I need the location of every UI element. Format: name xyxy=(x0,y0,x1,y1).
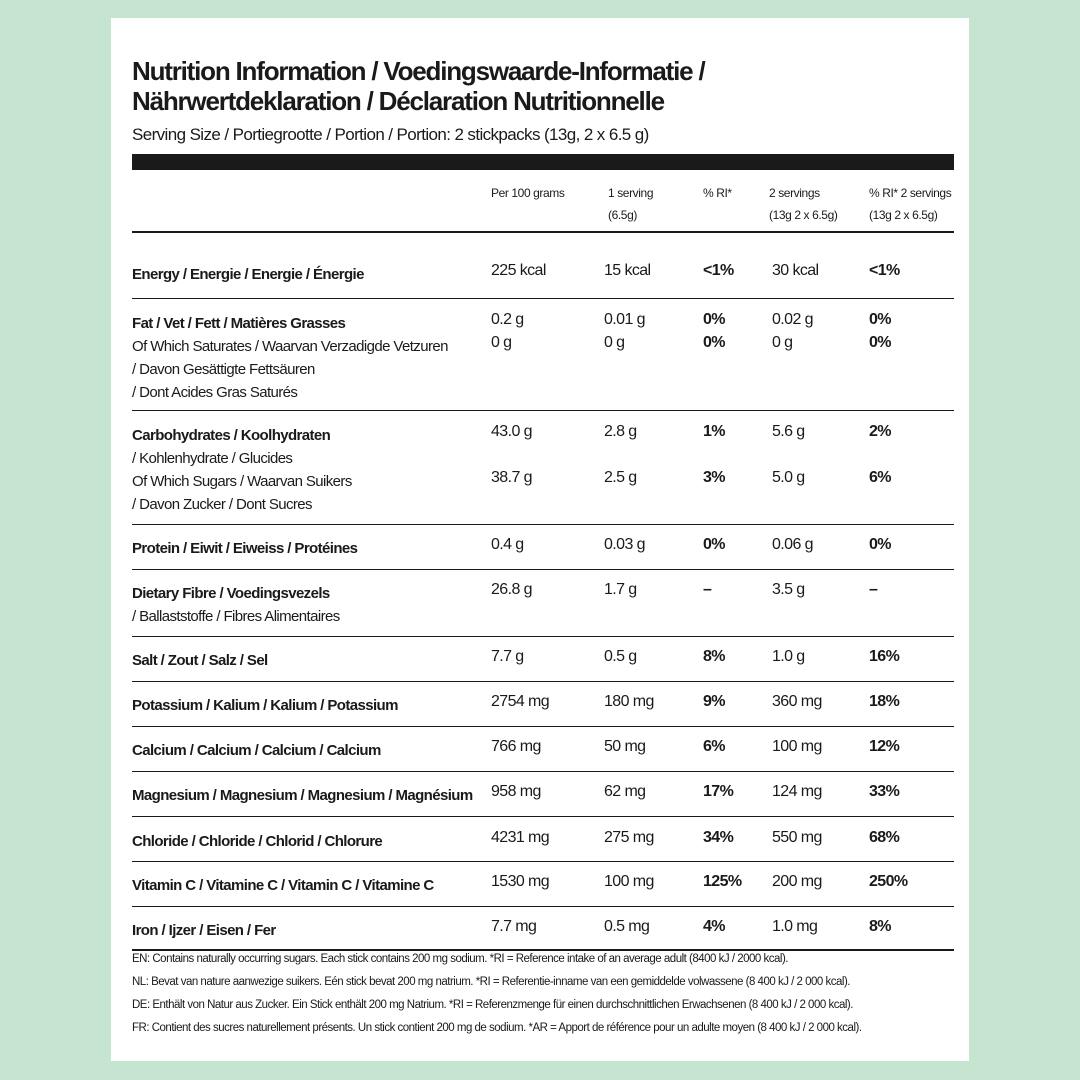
title-line-1: Nutrition Information / Voedingswaarde-Informatie / xyxy=(132,56,705,86)
cell-1-serving: 0.5 mg xyxy=(604,918,650,935)
cell-1-serving: 180 mg xyxy=(604,693,654,710)
cell-per100: 1530 mg xyxy=(491,873,550,890)
cell-ri-2-servings: 18% xyxy=(869,693,900,710)
serving-size: Serving Size / Portiegrootte / Portion / Portion: 2 stickpacks (13g, 2 x 6.5 g) xyxy=(132,125,649,144)
table-row-chloride xyxy=(132,817,954,862)
table-row-potassium xyxy=(132,682,954,727)
cell-1-serving: 1.7 g xyxy=(604,581,637,598)
cell-ri-saturates: 0% xyxy=(703,334,725,351)
header-2-servings-line1: 2 servings xyxy=(769,186,820,200)
table-row-fibre xyxy=(132,570,954,637)
footnote-en: EN: Contains naturally occurring sugars. Each stick contains 200 mg sodium. *RI = Reference intake of an average adult (8400 kJ / 2000 kcal). xyxy=(132,953,788,965)
cell-ri: 1% xyxy=(703,423,725,440)
row-label: Calcium / Calcium / Calcium / Calcium xyxy=(132,742,381,759)
cell-2-servings: 5.6 g xyxy=(772,423,805,440)
header-divider-bar xyxy=(132,154,954,170)
cell-2-servings-saturates: 0 g xyxy=(772,334,793,351)
row-label-cont: / Kohlenhydrate / Glucides xyxy=(132,450,293,467)
nutrition-panel xyxy=(111,18,969,1061)
cell-per100: 2754 mg xyxy=(491,693,550,710)
table-row-fat xyxy=(132,299,954,411)
cell-ri-2-servings-saturates: 0% xyxy=(869,334,891,351)
row-sublabel-saturates: Of Which Saturates / Waarvan Verzadigde Vetzuren / Davon Gesättigte Fettsäuren / Dont Acides Gras Saturés xyxy=(132,338,448,401)
cell-ri: 0% xyxy=(703,311,725,328)
cell-per100: 958 mg xyxy=(491,783,541,800)
cell-per100: 4231 mg xyxy=(491,829,550,846)
cell-ri: 17% xyxy=(703,783,734,800)
cell-1-serving: 100 mg xyxy=(604,873,654,890)
cell-ri: 8% xyxy=(703,648,725,665)
cell-ri-2-servings-sugars: 6% xyxy=(869,469,891,486)
footnote-de: DE: Enthält von Natur aus Zucker. Ein Stick enthält 200 mg Natrium. *RI = Referenzmenge für einen durchschnittlichen Erwachsenen (8 400 kJ / 2 000 kcal). xyxy=(132,999,853,1011)
cell-per100-sugars: 38.7 g xyxy=(491,469,532,486)
cell-per100: 7.7 g xyxy=(491,648,524,665)
row-label: Chloride / Chloride / Chlorid / Chlorure xyxy=(132,833,383,850)
cell-ri-2-servings: 68% xyxy=(869,829,900,846)
cell-1-serving: 0.03 g xyxy=(604,536,645,553)
cell-ri: 34% xyxy=(703,829,734,846)
cell-1-serving-sugars: 2.5 g xyxy=(604,469,637,486)
table-row-salt xyxy=(132,637,954,682)
cell-ri-2-servings: 0% xyxy=(869,311,891,328)
row-label: Protein / Eiwit / Eiweiss / Protéines xyxy=(132,540,358,557)
cell-ri-2-servings: 0% xyxy=(869,536,891,553)
cell-ri: 9% xyxy=(703,693,725,710)
cell-ri-sugars: 3% xyxy=(703,469,725,486)
row-sublabel-sugars: Of Which Sugars / Waarvan Suikers / Davon Zucker / Dont Sucres xyxy=(132,473,352,513)
cell-1-serving: 2.8 g xyxy=(604,423,637,440)
cell-2-servings: 100 mg xyxy=(772,738,822,755)
cell-2-servings: 360 mg xyxy=(772,693,822,710)
cell-2-servings-sugars: 5.0 g xyxy=(772,469,805,486)
cell-per100: 26.8 g xyxy=(491,581,532,598)
cell-per100: 225 kcal xyxy=(491,262,546,279)
cell-ri-2-servings: <1% xyxy=(869,262,900,279)
header-ri: % RI* xyxy=(703,186,732,200)
row-label: Vitamin C / Vitamine C / Vitamin C / Vitamine C xyxy=(132,877,434,894)
page-title xyxy=(132,56,952,116)
table-row-magnesium xyxy=(132,772,954,817)
table-row-carbohydrates xyxy=(132,411,954,525)
header-1-serving-line1: 1 serving xyxy=(608,186,654,200)
cell-1-serving-saturates: 0 g xyxy=(604,334,625,351)
footnote-nl: NL: Bevat van nature aanwezige suikers. Eén stick bevat 200 mg natrium. *RI = Referentie-inname van een gemiddelde volwassene (8 400 kJ / 2 000 kcal). xyxy=(132,976,850,988)
row-label: Dietary Fibre / Voedingsvezels xyxy=(132,585,330,602)
cell-1-serving: 275 mg xyxy=(604,829,654,846)
header-2-servings xyxy=(769,182,837,226)
row-label: Energy / Energie / Energie / Énergie xyxy=(132,266,364,283)
cell-ri-2-servings: 12% xyxy=(869,738,900,755)
header-ri2-line1: % RI* 2 servings xyxy=(869,186,952,200)
footnote-fr: FR: Contient des sucres naturellement présents. Un stick contient 200 mg de sodium. *AR = Apport de référence pour un adulte moyen (8 400 kJ / 2 000 kcal). xyxy=(132,1022,862,1034)
row-label: Fat / Vet / Fett / Matières Grasses xyxy=(132,315,346,332)
header-ri-2-servings xyxy=(869,182,951,226)
cell-2-servings: 1.0 mg xyxy=(772,918,818,935)
cell-1-serving: 0.01 g xyxy=(604,311,645,328)
row-label: Salt / Zout / Salz / Sel xyxy=(132,652,268,669)
table-row-energy xyxy=(132,233,954,299)
cell-2-servings: 1.0 g xyxy=(772,648,805,665)
cell-ri: <1% xyxy=(703,262,734,279)
header-ri2-line2: (13g 2 x 6.5g) xyxy=(869,208,938,222)
table-row-iron xyxy=(132,907,954,951)
row-label: Iron / Ijzer / Eisen / Fer xyxy=(132,922,276,939)
cell-2-servings: 0.02 g xyxy=(772,311,813,328)
header-1-serving-line2: (6.5g) xyxy=(608,208,637,222)
cell-ri-2-servings: – xyxy=(869,581,878,598)
cell-ri-2-servings: 16% xyxy=(869,648,900,665)
table-header xyxy=(132,170,954,233)
table-row-protein xyxy=(132,525,954,570)
cell-1-serving: 50 mg xyxy=(604,738,646,755)
table-row-calcium xyxy=(132,727,954,772)
cell-2-servings: 550 mg xyxy=(772,829,822,846)
cell-2-servings: 3.5 g xyxy=(772,581,805,598)
cell-ri-2-servings: 8% xyxy=(869,918,891,935)
cell-2-servings: 30 kcal xyxy=(772,262,819,279)
cell-ri-2-servings: 250% xyxy=(869,873,908,890)
cell-2-servings: 200 mg xyxy=(772,873,822,890)
row-label: Magnesium / Magnesium / Magnesium / Magnésium xyxy=(132,787,473,804)
cell-2-servings: 0.06 g xyxy=(772,536,813,553)
header-1-serving xyxy=(608,182,653,226)
header-per100: Per 100 grams xyxy=(491,186,565,200)
footnotes xyxy=(132,948,962,1040)
cell-2-servings: 124 mg xyxy=(772,783,822,800)
cell-1-serving: 0.5 g xyxy=(604,648,637,665)
cell-ri-2-servings: 33% xyxy=(869,783,900,800)
cell-ri-2-servings: 2% xyxy=(869,423,891,440)
cell-per100: 0.4 g xyxy=(491,536,524,553)
row-label: Carbohydrates / Koolhydraten xyxy=(132,427,331,444)
cell-ri: – xyxy=(703,581,712,598)
cell-per100: 43.0 g xyxy=(491,423,532,440)
cell-per100: 7.7 mg xyxy=(491,918,537,935)
cell-ri: 6% xyxy=(703,738,725,755)
cell-per100: 0.2 g xyxy=(491,311,524,328)
cell-ri: 4% xyxy=(703,918,725,935)
cell-1-serving: 15 kcal xyxy=(604,262,651,279)
table-row-vitamin-c xyxy=(132,862,954,907)
cell-1-serving: 62 mg xyxy=(604,783,646,800)
header-2-servings-line2: (13g 2 x 6.5g) xyxy=(769,208,838,222)
row-label: Potassium / Kalium / Kalium / Potassium xyxy=(132,697,398,714)
cell-per100-saturates: 0 g xyxy=(491,334,512,351)
cell-ri: 0% xyxy=(703,536,725,553)
row-label-cont: / Ballaststoffe / Fibres Alimentaires xyxy=(132,608,340,625)
title-line-2: Nährwertdeklaration / Déclaration Nutritionnelle xyxy=(132,86,664,116)
cell-per100: 766 mg xyxy=(491,738,541,755)
cell-ri: 125% xyxy=(703,873,742,890)
